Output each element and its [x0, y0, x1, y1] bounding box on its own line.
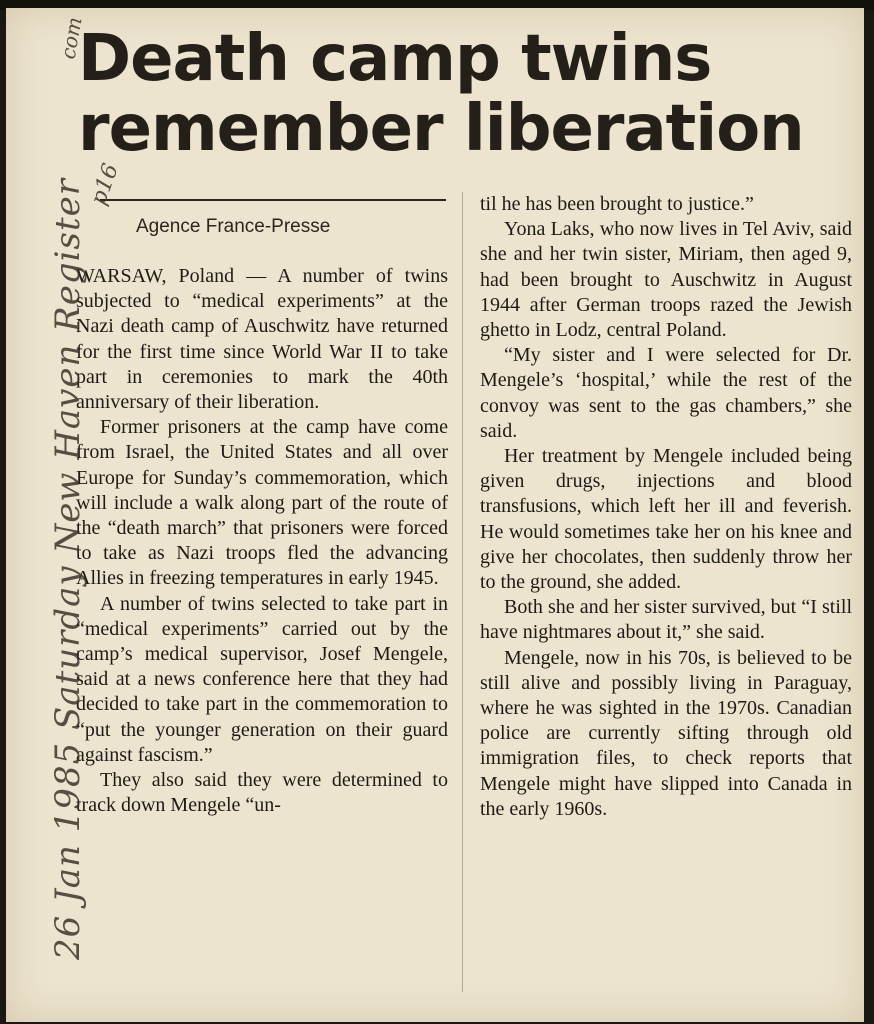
paragraph: “My sister and I were selected for Dr. Mengele’s ‘hospital,’ while the rest of the convoy was sent to the gas chambers,” she said.: [480, 344, 852, 442]
paragraph: They also said they were determined to track down Mengele “un-: [76, 769, 448, 817]
paragraph: Both she and her sister survived, but “I still have nightmares about it,” she said.: [480, 596, 852, 644]
handwritten-margin-note: 26 Jan 1985 Saturday New Haven Register: [48, 177, 88, 960]
headline-line-2: remember liberation: [78, 92, 804, 166]
paragraph: Yona Laks, who now lives in Tel Aviv, said she and her twin sister, Miriam, then aged 9, had been brought to Auschwitz in August 1944 after German troops razed the Jewish ghetto in Lodz, central Poland.: [480, 218, 852, 342]
headline: [78, 24, 838, 164]
paragraph: Her treatment by Mengele included being given drugs, injections and blood transfusions, which left her ill and feverish. He would sometimes take her on his knee and give her chocolates, then suddenly throw her to the ground, she added.: [480, 445, 852, 594]
paragraph: A number of twins selected to take part in “medical experiments” carried out by the camp’s medical supervisor, Josef Mengele, said at a news conference here that they had decided to take part in the commemoration to “put the younger generation on their guard against fascism.”: [76, 592, 448, 766]
article-column-2: [480, 192, 852, 822]
byline-rule: [100, 199, 446, 201]
paragraph: Mengele, now in his 70s, is believed to be still alive and possibly living in Paraguay, where he was sighted in the 1970s. Canadian police are currently sifting through old immigration files, to check reports that Mengele might have slipped into Canada in the early 1960s.: [480, 646, 852, 820]
paragraph: WARSAW, Poland — A number of twins subjected to “medical experiments” at the Nazi death camp of Auschwitz have returned for the first time since World War II to take part in ceremonies to mark the 40th anniversary of their liberation.: [76, 265, 448, 414]
paragraph: Former prisoners at the camp have come from Israel, the United States and all over Europe for Sunday’s commemoration, which will include a walk along part of the route of the “death march” that prisoners were forced to take as Nazi troops fled the advancing Allies in freezing temperatures in early 1945.: [76, 416, 448, 590]
handwritten-page-note: p16: [86, 160, 124, 209]
byline: Agence France-Presse: [136, 216, 331, 237]
column-divider: [462, 192, 463, 992]
headline-line-1: Death camp twins: [78, 22, 712, 96]
paragraph: til he has been brought to justice.”: [480, 193, 754, 215]
article-column-1: [76, 264, 448, 818]
handwritten-corner-note: com: [55, 15, 87, 61]
